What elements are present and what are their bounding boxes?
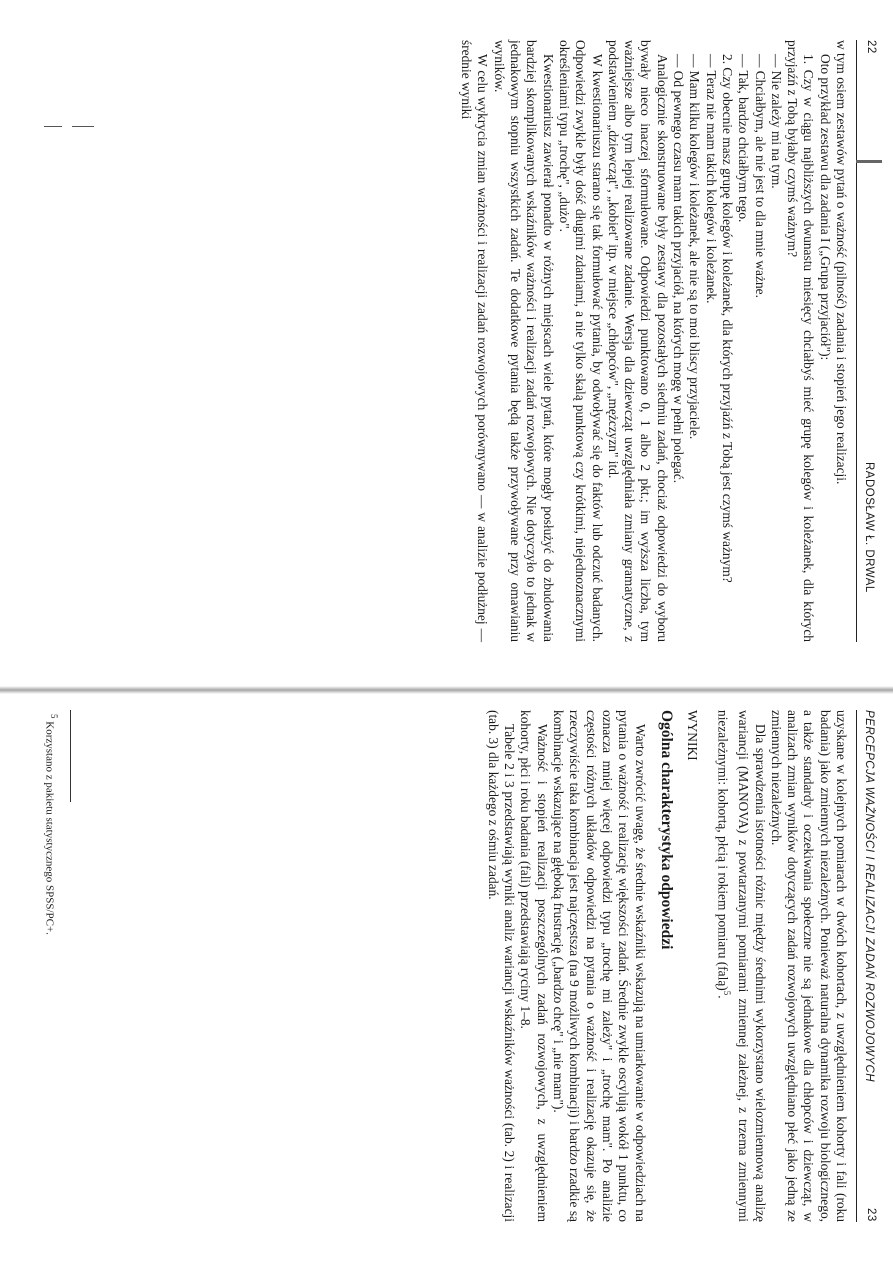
running-head-title: PERCEPCJA WAŻNOŚCI I REALIZACJI ZADAŃ ROZWOJOWYCH: [863, 710, 875, 1083]
header-rule: [856, 40, 857, 642]
answer-option: — Teraz nie mam takich kolegów i koleżanek.: [703, 54, 719, 304]
left-body-text: [458, 40, 849, 642]
answer-option: — Nie zależy mi na tym.: [768, 54, 784, 189]
results-label: WYNIKI: [685, 710, 701, 761]
answer-option: — Chciałbym, ale nie jest to dla mnie ważne.: [752, 54, 768, 298]
paragraph: w tym osiem zestawów pytań o ważność (pilność) zadania i stopień jego realizacji.: [834, 40, 849, 485]
paragraph: W celu wykrycia zmian ważności i realizacji zadań rozwojowych porównywano — w analizie podłużnej — średnie wyniki: [459, 40, 491, 642]
paragraph-text: Dla sprawdzenia istotności różnic między średnimi wykorzystano wielozmiennową analizę wariancji (MANOVA) z powtarzanymi pomiarami zmiennej zależnej, z trzema zmiennymi niezależnymi: kohortą, płcią i rokiem pomiaru (falą): [715, 710, 768, 1222]
question-item: 2. Czy obecnie masz grupę kolegów i koleżanek, dla których przyjaźń z Tobą jest czymś ważnym?: [719, 54, 735, 583]
paragraph: Ważność i stopień realizacji poszczególnych zadań rozwojowych, z uwzględnieniem kohorty, płci i roku badania (fali) przedstawiają ryciny 1–8.: [518, 710, 550, 1222]
question-item: 1. Czy w ciągu najbliższych dwunastu miesięcy chciałbyś mieć grupę kolegów i koleżanek, dla których przyjaźń z Tobą byłaby czymś ważnym?: [785, 40, 817, 642]
right-page: [0, 690, 893, 1262]
paragraph: Warto zwrócić uwagę, że średnie wskaźniki wskazują na umiarkowanie w odpowiedziach na pytania o ważność i realizację większości zadań. Średnie zwykle oscylują wokół 1 punktu, co oznacza mniej więcej odpowiedzi typu „trochę mi zależy" i „trochę mam". Po analizie częstości różnych układów odpowiedzi na pytania o ważność i realizację okazuje się, że rzeczywiście taka kombinacja jest najczęstsza (na 9 możliwych kombinacji) i bardzo rzadkie są kombinacje wskazujące na głęboką frustrację („bardzo chcę" i „nie mam").: [551, 710, 648, 1222]
gutter-shadow: [0, 686, 893, 694]
scan-mark: [72, 126, 94, 127]
answer-option: — Tak, bardzo chciałbym tego.: [736, 54, 752, 223]
paragraph: Oto przykład zestawu dla zadania I („Grupa przyjaciół"):: [817, 54, 833, 361]
footnote-text: Korzystano z pakietu statystycznego SPSS/PC+.: [43, 721, 56, 935]
footnote-number: 5: [49, 714, 59, 719]
paragraph: W kwestionariuszu starano się tak formułować pytania, by odwoływać się do faktów lub odczuć badanych. Odpowiedzi zwykle były dość długimi zdaniami, a nie tylko skalą punktową czy krótkimi, niejednoznacznymi określeniami typu „trochę", „dużo".: [556, 40, 605, 642]
footnote: [42, 714, 61, 1214]
section-heading: Ogólna charakterystyka odpowiedzi: [657, 710, 675, 950]
paragraph: uzyskane w kolejnych pomiarach w dwóch kohortach, z uwzględnieniem kohorty i fali (roku badania) jako zmiennych niezależnych. Ponieważ naturalna dynamika rozwoju biologicznego, a także standardy i oczekiwania społeczne nie są jednakowe dla chłopców i dziewcząt, w analizach zmian wyników dotyczących zadań rozwojowych uwzględniano płeć jako jedną ze zmiennych niezależnych.: [768, 710, 849, 1222]
answer-option: — Mam kilku kolegów i koleżanek, ale nie są to moi bliscy przyjaciele.: [687, 54, 703, 440]
answer-option: — Od pewnego czasu mam takich przyjaciół, na których mogę w pełni polegać.: [671, 54, 687, 484]
paragraph: Tabele 2 i 3 przedstawiają wyniki analiz wariancji wskaźników ważności (tab. 2) i realizacji (tab. 3) dla każdego z ośmiu zadań.: [485, 710, 518, 1222]
paragraph: Analogicznie skonstruowane były zestawy dla pozostałych siedmiu zadań, chociaż odpowiedzi do wyboru bywały nieco inaczej sformułowane. Odpowiedzi punktowano 0, 1 albo 2 pkt.; im wyższa liczba, tym ważniejsze albo tym lepiej realizowane zadanie. Wersja dla dziewcząt uwzględniała zmiany gramatyczne, z podstawieniem „dziewcząt", „kobiet" itp. w miejsce „chłopców", „mężczyzn" itd.: [605, 40, 670, 642]
right-body-text: [485, 710, 849, 1222]
paragraph: Kwestionariusz zawierał ponadto w różnych miejscach wiele pytań, które mogły posłużyć do zbudowania bardziej skomplikowanych wskaźników ważności i realizacji zadań rozwojowych. Nie dotyczyło to jednak w jednakowym stopniu wszystkich zadań. Te dodatkowe pytania będą także przywoływane przy omawianiu wyników.: [491, 40, 556, 642]
page-number-23: 23: [865, 1208, 877, 1222]
header-rule: [856, 710, 857, 1222]
scan-mark: [44, 126, 62, 127]
scan-mark: [856, 160, 882, 163]
page-number-22: 22: [865, 40, 877, 54]
footnote-rule: [70, 710, 71, 802]
footnote-ref: 5: [721, 990, 732, 996]
paragraph: Dla sprawdzenia istotności różnic między średnimi wykorzystano wielozmiennową analizę wariancji (MANOVA) z powtarzanymi pomiarami zmiennej zależnej, z trzema zmiennymi niezależnymi: kohortą, płcią i rokiem pomiaru (falą)$^5$.: [715, 710, 768, 1222]
running-head-author: RADOSŁAW Ł. DRWAL: [863, 462, 875, 593]
